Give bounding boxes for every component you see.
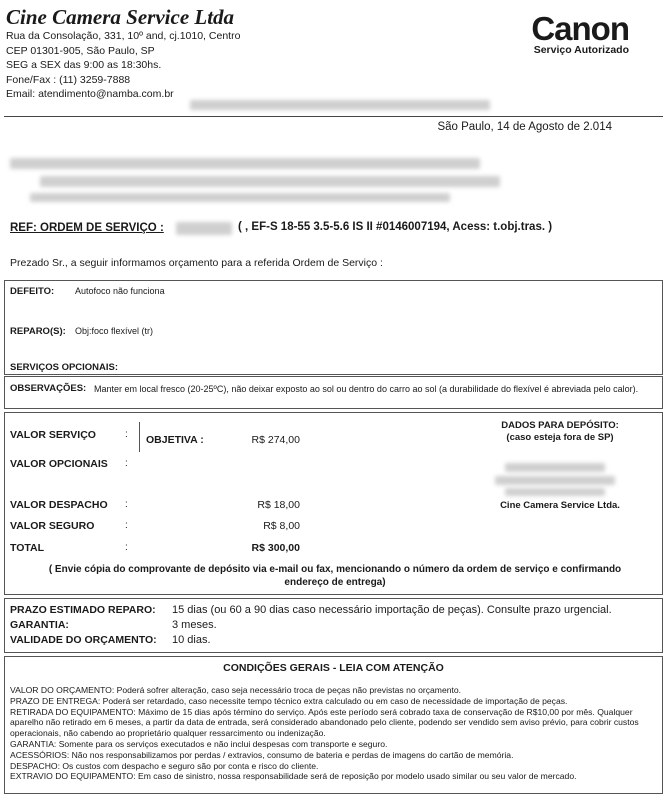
conditions-title: CONDIÇÕES GERAIS - LEIA COM ATENÇÃO <box>223 662 444 674</box>
reparo-label: REPARO(S): <box>10 326 66 337</box>
redacted-bank-details <box>505 463 605 472</box>
deposit-title-line: DADOS PARA DEPÓSITO: <box>501 420 619 431</box>
condition-line: DESPACHO: Os custos com despacho e seguro são por conta e risco do cliente. <box>10 760 319 771</box>
validade-value: 10 dias. <box>172 634 211 646</box>
garantia-label: GARANTIA: <box>10 619 69 631</box>
valor-despacho-label: VALOR DESPACHO <box>10 499 108 511</box>
document-date: São Paulo, 14 de Agosto de 2.014 <box>437 121 612 133</box>
company-name: Cine Camera Service Ltda <box>6 5 235 29</box>
total-value: R$ 300,00 <box>251 542 300 554</box>
seguro-value: R$ 8,00 <box>263 520 300 532</box>
valor-opcionais-label: VALOR OPCIONAIS <box>10 458 108 470</box>
redacted-order-number <box>176 222 232 235</box>
deposit-title <box>470 420 650 444</box>
colon: : <box>125 542 128 553</box>
deposit-account-name: Cine Camera Service Ltda. <box>500 500 620 511</box>
canon-logo: Canon <box>531 10 629 47</box>
deposit-note: ( Envie cópia do comprovante de depósito via e-mail ou fax, mencionando o número da ordem de serviço e confirmando endereço de entrega) <box>48 564 622 588</box>
validade-label: VALIDADE DO ORÇAMENTO: <box>10 634 157 646</box>
total-label: TOTAL <box>10 542 45 554</box>
header-divider <box>4 116 663 117</box>
colon: : <box>125 520 128 531</box>
condition-line: GARANTIA: Somente para os serviços executados e não inclui despesas com transporte e seguro. <box>10 738 388 749</box>
address-line: Email: atendimento@namba.com.br <box>6 88 174 101</box>
address-line: Rua da Consolação, 331, 10º and, cj.1010, Centro <box>6 30 241 42</box>
observacoes-value: Manter em local fresco (20-25ºC), não deixar exposto ao sol ou dentro do carro ao sol (a durabilidade do flexível é abreviada pelo calor). <box>94 384 639 394</box>
address-line: SEG a SEX das 9:00 as 18:30hs. <box>6 59 162 72</box>
condition-line: VALOR DO ORÇAMENTO: Poderá sofrer alteração, caso seja necessário troca de peças não previstas no orçamento. <box>10 685 462 695</box>
company-address <box>6 29 240 102</box>
objetiva-label: OBJETIVA : <box>146 434 204 446</box>
observacoes-label: OBSERVAÇÕES: <box>10 383 87 394</box>
colon: : <box>125 458 128 469</box>
address-line: Fone/Fax : (11) 3259-7888 <box>6 73 131 86</box>
condition-line: RETIRADA DO EQUIPAMENTO: Máximo de 15 dias após término do serviço. Após este período será cobrado taxa de conservação de R$10,00 por mês. Qualquer aparelho não retirado em 6 meses, a partir da data de entrada, será considerado abandonado pelo cliente, podendo ser vendido sem aviso prévio, para cobrir custos operacionais, não cabendo ao proprietário qualquer ressarcimento ou indenização. <box>10 706 639 739</box>
objetiva-divider <box>139 422 140 452</box>
redacted-bank-details <box>505 488 605 496</box>
conditions-text <box>10 685 660 782</box>
colon: : <box>125 499 128 510</box>
address-line: CEP 01301-905, São Paulo, SP <box>6 44 155 57</box>
servicos-opcionais-label: SERVIÇOS OPCIONAIS: <box>10 362 119 373</box>
colon: : <box>125 429 128 440</box>
condition-line: PRAZO DE ENTREGA: Poderá ser retardado, caso necessite tempo técnico extra calculado ou em caso de necessidade de importação de peças. <box>10 695 568 706</box>
garantia-value: 3 meses. <box>172 619 217 631</box>
defeito-label: DEFEITO: <box>10 286 55 297</box>
greeting: Prezado Sr., a seguir informamos orçamento para a referida Ordem de Serviço : <box>10 257 383 269</box>
redacted-bank-details <box>495 476 615 485</box>
valor-seguro-label: VALOR SEGURO <box>10 520 95 532</box>
reparo-value: Obj:foco flexível (tr) <box>75 326 154 336</box>
defeito-value: Autofoco não funciona <box>75 286 165 296</box>
condition-line: ACESSÓRIOS: Não nos responsabilizamos por perdas / extravios, consumo de bateria e perdas de imagens do cartão de memória. <box>10 749 514 760</box>
prazo-label: PRAZO ESTIMADO REPARO: <box>10 604 156 616</box>
redacted-recipient <box>10 158 480 169</box>
ref-label: REF: ORDEM DE SERVIÇO : <box>10 222 164 234</box>
despacho-value: R$ 18,00 <box>257 499 300 511</box>
redacted-block <box>190 100 490 110</box>
redacted-recipient <box>30 193 450 202</box>
condition-line: EXTRAVIO DO EQUIPAMENTO: Em caso de sinistro, nossa responsabilidade será de reposição por modelo usado similar ou seu valor de mercado. <box>10 771 577 782</box>
brand-subtitle: Serviço Autorizado <box>533 44 629 56</box>
deposit-title-line: (caso esteja fora de SP) <box>506 432 614 443</box>
ref-description: ( , EF-S 18-55 3.5-5.6 IS II #0146007194, Acess: t.obj.tras. ) <box>238 221 553 233</box>
valor-servico-label: VALOR SERVIÇO <box>10 429 96 441</box>
redacted-recipient <box>40 176 500 187</box>
prazo-value: 15 dias (ou 60 a 90 dias caso necessário importação de peças). Consulte prazo urgencial. <box>172 604 612 616</box>
objetiva-value: R$ 274,00 <box>251 434 300 446</box>
